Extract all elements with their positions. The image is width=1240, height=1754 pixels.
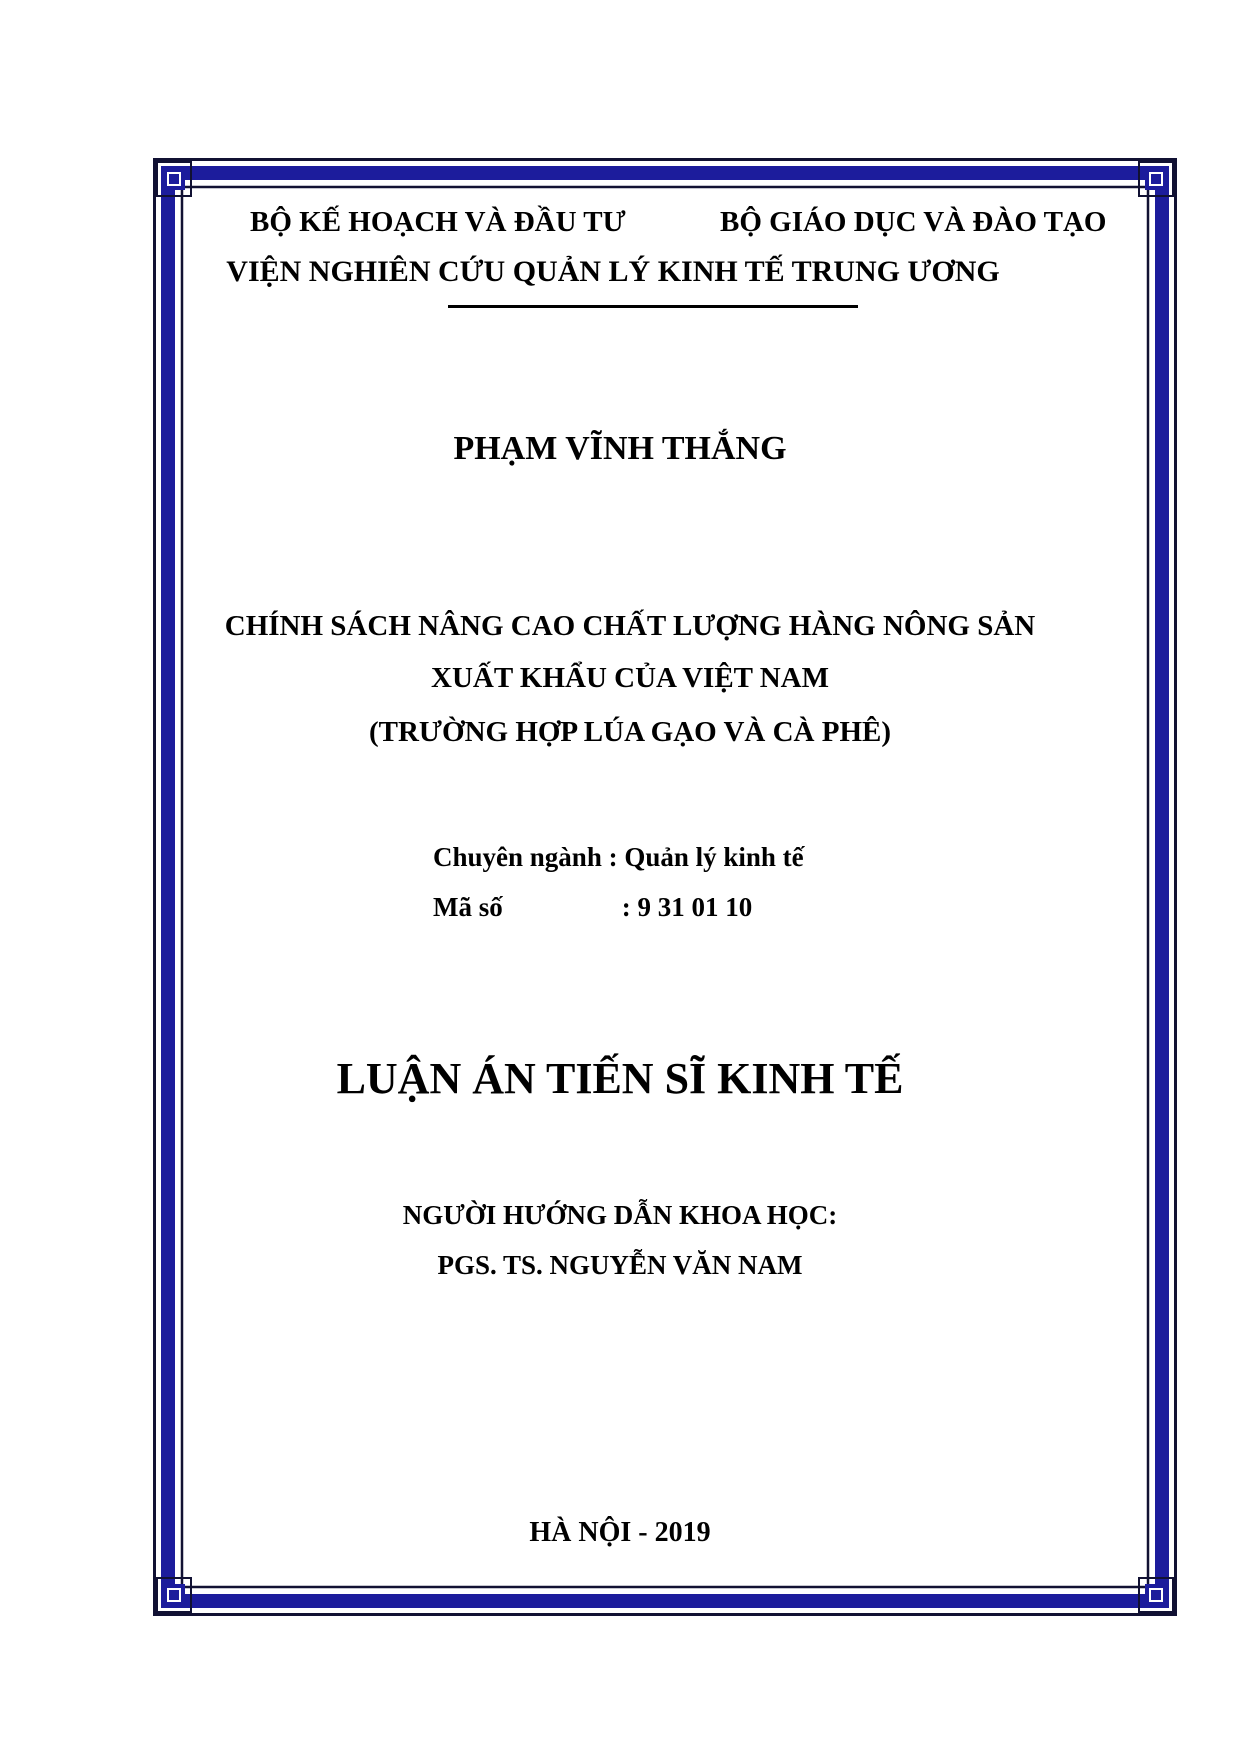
ministry-left: BỘ KẾ HOẠCH VÀ ĐẦU TƯ: [250, 206, 626, 238]
decorative-border: [153, 158, 1177, 1616]
major-value: : Quản lý kinh tế: [608, 842, 804, 872]
thesis-title-line-3: (TRƯỜNG HỢP LÚA GẠO VÀ CÀ PHÊ): [368, 716, 891, 748]
border-graphic: [153, 158, 1177, 1616]
degree-title: LUẬN ÁN TIẾN SĨ KINH TẾ: [336, 1054, 904, 1103]
author-name: PHẠM VĨNH THẮNG: [453, 430, 787, 467]
supervisor-name: PGS. TS. NGUYỄN VĂN NAM: [437, 1250, 803, 1280]
ministry-right: BỘ GIÁO DỤC VÀ ĐÀO TẠO: [720, 206, 1107, 238]
code-row: [433, 892, 752, 923]
code-value: : 9 31 01 10: [621, 892, 753, 922]
major-label: Chuyên ngành: [433, 842, 602, 872]
major-row: [433, 842, 804, 873]
place-year: HÀ NỘI - 2019: [529, 1517, 711, 1548]
supervisor-heading: NGƯỜI HƯỚNG DẪN KHOA HỌC:: [402, 1200, 838, 1230]
thesis-title-line-2: XUẤT KHẨU CỦA VIỆT NAM: [431, 662, 829, 694]
thesis-title-line-1: CHÍNH SÁCH NÂNG CAO CHẤT LƯỢNG HÀNG NÔNG SẢN: [224, 610, 1036, 642]
institute-name: VIỆN NGHIÊN CỨU QUẢN LÝ KINH TẾ TRUNG ƯƠNG: [226, 255, 1000, 288]
code-label: Mã số: [433, 892, 503, 922]
header-divider: [448, 305, 858, 308]
